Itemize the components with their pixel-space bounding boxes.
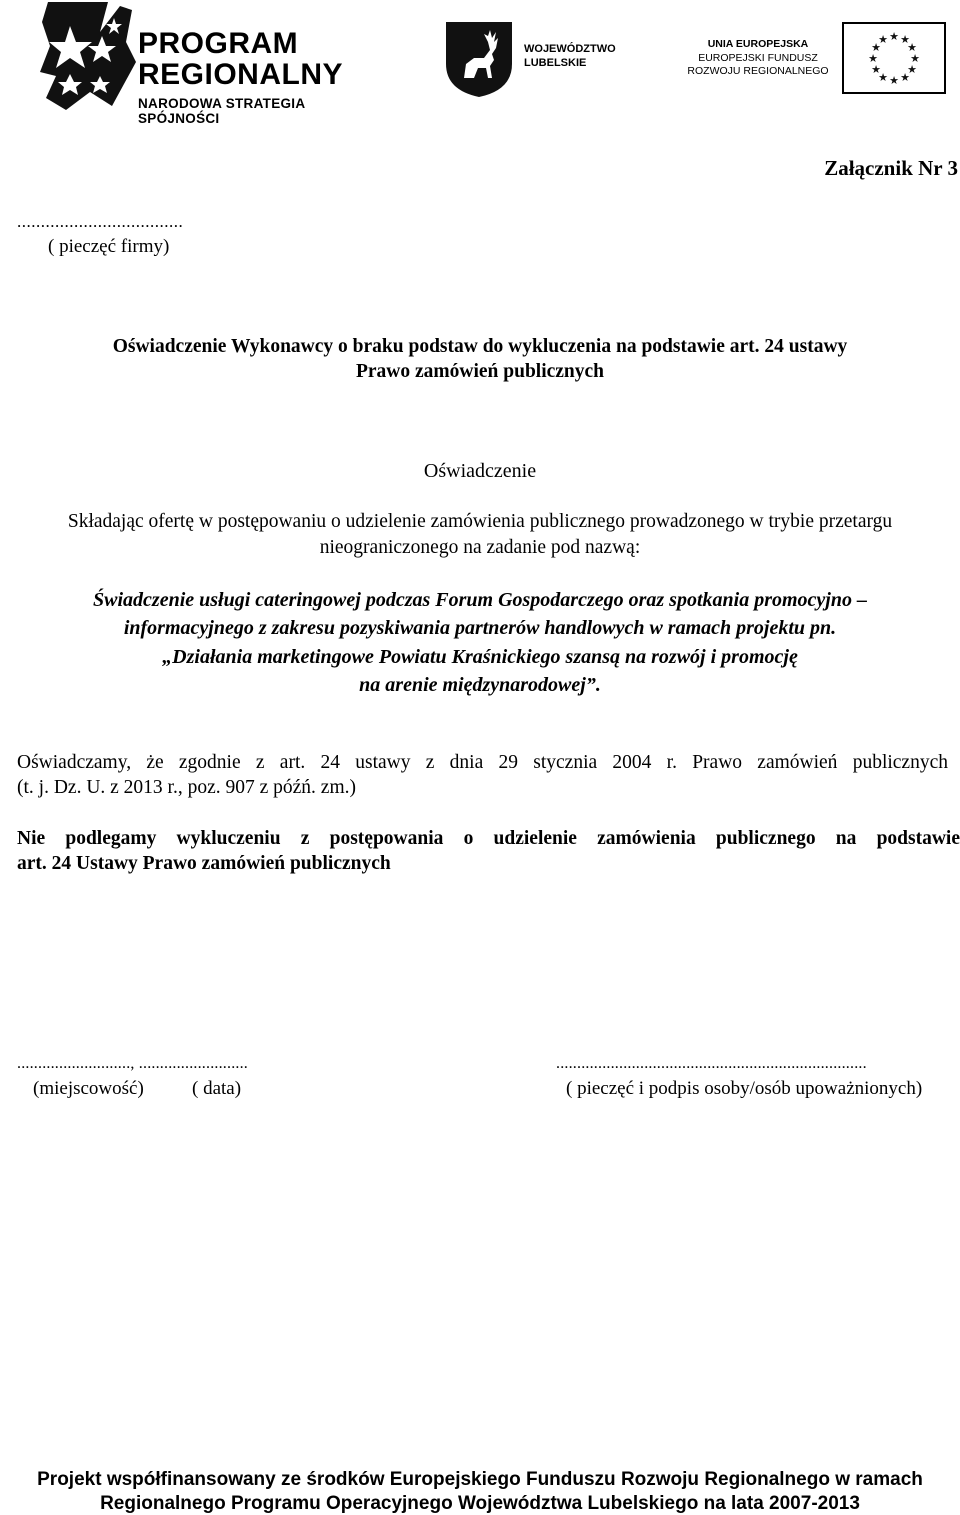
program-logo-line1: PROGRAM	[138, 27, 299, 60]
program-logo-line2: REGIONALNY	[138, 58, 344, 91]
eu-flag-icon	[842, 22, 946, 94]
task-name-line3: „Działania marketingowe Powiatu Kraśnickiego szansą na rozwój i promocję	[162, 646, 798, 668]
annex-label: Załącznik Nr 3	[824, 156, 958, 180]
place-date-placeholder: ..........................., ..........................	[17, 1055, 248, 1072]
stars-emblem-icon	[40, 2, 136, 110]
company-stamp-label: ( pieczęć firmy)	[48, 236, 170, 257]
statement-heading: Oświadczenie	[423, 460, 537, 482]
svg-text:★: ★	[871, 41, 881, 54]
intro-text-line2: nieograniczonego na zadanie pod nazwą:	[319, 537, 641, 558]
task-name-line1: Świadczenie usługi cateringowej podczas Forum Gospodarczego oraz spotkania promocyjno –	[93, 589, 867, 611]
document-title-line1: Oświadczenie Wykonawcy o braku podstaw do wykluczenia na podstawie art. 24 ustawy	[112, 336, 848, 357]
document-title-line2: Prawo zamówień publicznych	[355, 361, 605, 382]
signature-label: ( pieczęć i podpis osoby/osób upoważnionych)	[566, 1078, 923, 1099]
deer-coat-of-arms-icon	[444, 20, 514, 98]
svg-text:★: ★	[868, 52, 878, 65]
svg-text:★: ★	[889, 74, 899, 87]
company-stamp-placeholder: ...................................	[17, 212, 184, 231]
svg-text:★: ★	[889, 30, 899, 43]
exclusion-statement-line1: Nie podlegamy wykluczeniu z postępowania o udzielenie zamówienia publicznego na podstawie	[17, 828, 960, 849]
svg-text:★: ★	[878, 33, 888, 46]
footer-line1: Projekt współfinansowany ze środków Europejskiego Funduszu Rozwoju Regionalnego w ramach	[37, 1469, 923, 1490]
task-name-line2: informacyjnego z zakresu pozyskiwania partnerów handlowych w ramach projektu pn.	[123, 617, 837, 639]
svg-text:★: ★	[907, 41, 917, 54]
eu-logo-line1: UNIA EUROPEJSKA	[707, 38, 809, 50]
svg-text:★: ★	[910, 52, 920, 65]
date-label: ( data)	[192, 1078, 242, 1099]
region-logo-line2: LUBELSKIE	[524, 57, 587, 69]
signature-placeholder: ..........................................................................	[556, 1055, 867, 1072]
declaration-line1: Oświadczamy, że zgodnie z art. 24 ustawy z dnia 29 stycznia 2004 r. Prawo zamówień publicznych	[17, 752, 948, 773]
svg-text:★: ★	[900, 33, 910, 46]
wojewodztwo-lubelskie-logo	[444, 20, 624, 100]
place-label: (miejscowość)	[33, 1078, 144, 1099]
eu-logo-line2: EUROPEJSKI FUNDUSZ	[698, 51, 818, 64]
svg-text:★: ★	[871, 63, 881, 76]
program-logo-line3: NARODOWA STRATEGIA SPÓJNOŚCI	[138, 96, 305, 126]
program-regionalny-logo	[40, 2, 390, 126]
eu-regional-fund-logo	[672, 22, 952, 98]
svg-text:★: ★	[878, 71, 888, 84]
declaration-line2: (t. j. Dz. U. z 2013 r., poz. 907 z późń. zm.)	[17, 777, 357, 798]
footer-line2: Regionalnego Programu Operacyjnego Województwa Lubelskiego na lata 2007-2013	[100, 1493, 860, 1514]
svg-text:★: ★	[907, 63, 917, 76]
intro-text-line1: Składając ofertę w postępowaniu o udzielenie zamówienia publicznego prowadzonego w trybie przetargu	[67, 511, 893, 532]
eu-logo-line3: ROZWOJU REGIONALNEGO	[687, 65, 829, 77]
exclusion-statement-line2: art. 24 Ustawy Prawo zamówień publicznych	[17, 853, 391, 874]
task-name-line4: na arenie międzynarodowej”.	[359, 674, 601, 696]
region-logo-line1: WOJEWÓDZTWO	[524, 43, 616, 55]
svg-text:★: ★	[900, 71, 910, 84]
